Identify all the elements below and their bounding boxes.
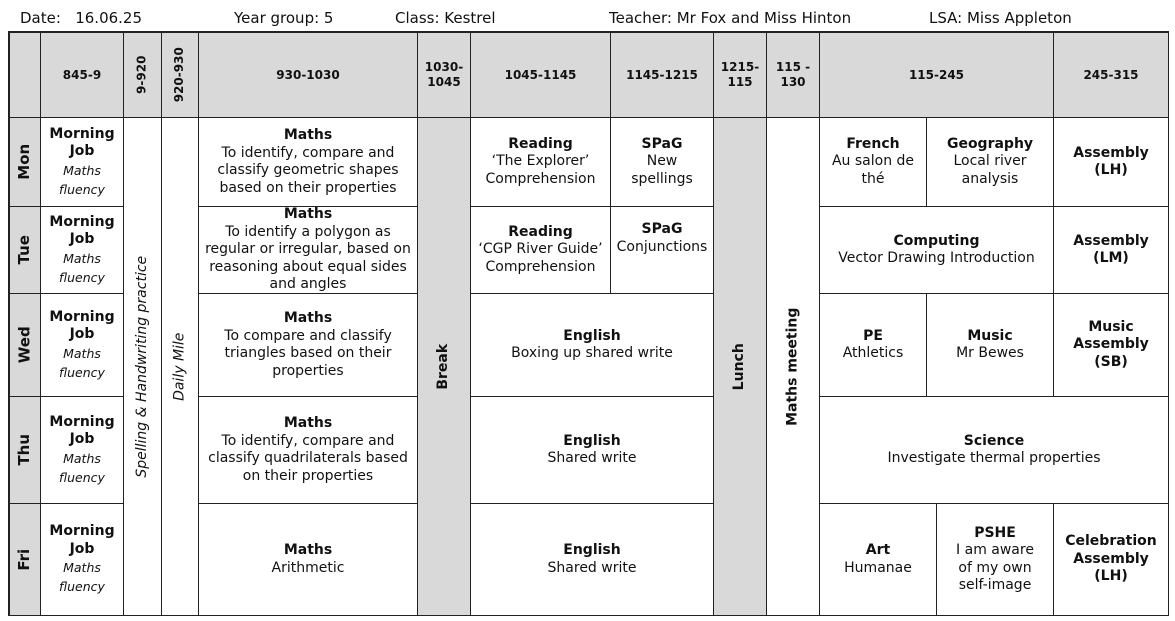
teacher-label: Teacher: Mr Fox and Miss Hinton [609,9,852,27]
day-wed: Wed [9,293,41,397]
assembly-mon: Assembly (LH) [1053,117,1169,207]
time-header-1045-1145: 1045-1145 [470,32,611,118]
maths-tue: Maths To identify a polygon as regular or irregular, based on reasoning about equal sides and angles [198,206,418,294]
geography-mon: Geography Local river analysis [926,117,1054,207]
year-group-label: Year group: 5 [234,9,334,27]
pshe-fri: PSHE I am aware of my own self-image [936,503,1054,616]
time-header-845-9: 845-9 [40,32,124,118]
assembly-fri: Celebration Assembly (LH) [1053,503,1169,616]
maths-wed: Maths To compare and classify triangles based on their properties [198,293,418,397]
corner-cell [9,32,41,118]
time-header-115-245: 115-245 [819,32,1054,118]
lsa-label: LSA: Miss Appleton [929,9,1072,27]
time-header-115-130: 115 - 130 [766,32,820,118]
morning-job-fri: Morning Job Maths fluency [40,503,124,616]
art-fri: Art Humanae [819,503,937,616]
morning-job-tue: Morning Job Maths fluency [40,206,124,294]
time-header-9-920: 9-920 [123,32,162,118]
spelling-handwriting-cell: Spelling & Handwriting practice [123,117,162,616]
assembly-wed: Music Assembly (SB) [1053,293,1169,397]
reading-mon: Reading ‘The Explorer’ Comprehension [470,117,611,207]
time-header-1145-1215: 1145-1215 [610,32,714,118]
day-tue: Tue [9,206,41,294]
morning-job-mon: Morning Job Maths fluency [40,117,124,207]
english-thu: English Shared write [470,396,714,504]
time-header-245-315: 245-315 [1053,32,1169,118]
date-label: Date: 16.06.25 [20,9,143,27]
english-wed: English Boxing up shared write [470,293,714,397]
science-thu: Science Investigate thermal properties [819,396,1169,504]
maths-fri: Maths Arithmetic [198,503,418,616]
time-header-1030-1045: 1030- 1045 [417,32,471,118]
reading-tue: Reading ‘CGP River Guide’ Comprehension [470,206,611,294]
timetable-grid [8,31,1169,616]
spag-tue: SPaG Conjunctions [610,206,714,294]
break-cell: Break [417,117,471,616]
time-header-930-1030: 930-1030 [198,32,418,118]
time-header-920-930: 920-930 [161,32,199,118]
spag-mon: SPaG New spellings [610,117,714,207]
maths-mon: Maths To identify, compare and classify geometric shapes based on their properties [198,117,418,207]
class-label: Class: Kestrel [395,9,496,27]
maths-thu: Maths To identify, compare and classify quadrilaterals based on their properties [198,396,418,504]
computing-tue: Computing Vector Drawing Introduction [819,206,1054,294]
maths-meeting-cell: Maths meeting [766,117,820,616]
french-mon: French Au salon de thé [819,117,927,207]
time-header-1215-115: 1215- 115 [713,32,767,118]
assembly-tue: Assembly (LM) [1053,206,1169,294]
pe-wed: PE Athletics [819,293,927,397]
day-thu: Thu [9,396,41,504]
lunch-cell: Lunch [713,117,767,616]
daily-mile-cell: Daily Mile [161,117,199,616]
day-fri: Fri [9,503,41,616]
morning-job-thu: Morning Job Maths fluency [40,396,124,504]
day-mon: Mon [9,117,41,207]
morning-job-wed: Morning Job Maths fluency [40,293,124,397]
music-wed: Music Mr Bewes [926,293,1054,397]
english-fri: English Shared write [470,503,714,616]
